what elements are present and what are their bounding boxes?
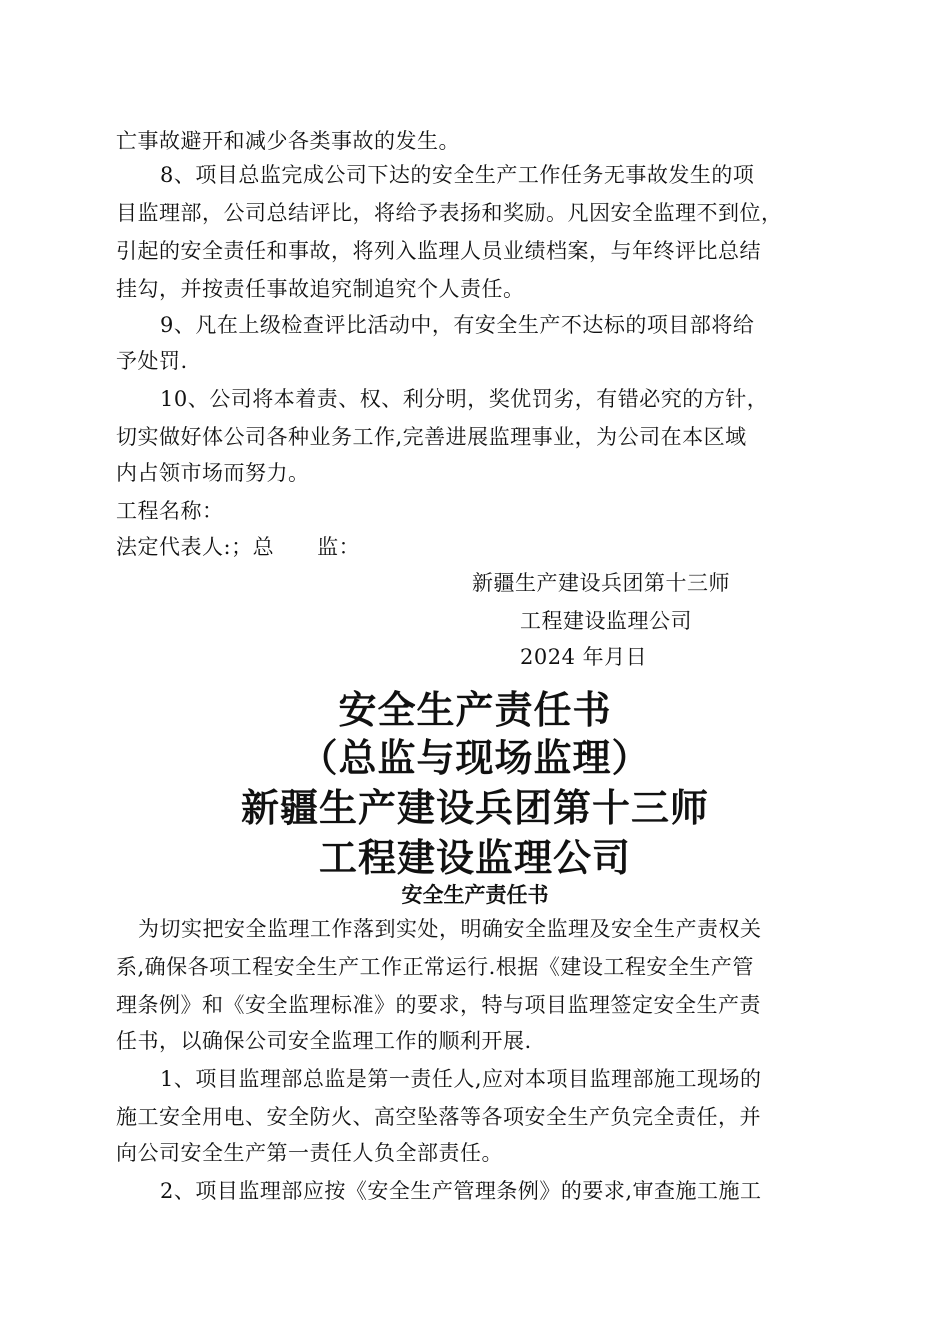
paragraph-line: 切实做好体公司各种业务工作,完善进展监理事业，为公司在本区域 [116,425,747,449]
document-subtitle: 安全生产责任书 [401,883,549,907]
representative-label: 法定代表人:；总 监： [116,535,361,559]
paragraph-line: 2、项目监理部应按《安全生产管理条例》的要求,审查施工施工 [160,1179,762,1203]
paragraph-line: 内占领市场而努力。 [116,461,310,485]
paragraph-line: 任书，以确保公司安全监理工作的顺利开展. [116,1029,532,1053]
paragraph-line: 8、项目总监完成公司下达的安全生产工作任务无事故发生的项 [160,163,755,187]
document-title-org-line2: 工程建设监理公司 [318,836,631,880]
paragraph-line: 目监理部，公司总结评比，将给予表扬和奖励。凡因安全监理不到位， [116,201,783,225]
paragraph-line: 施工安全用电、安全防火、高空坠落等各项安全生产负完全责任，并 [116,1105,761,1129]
paragraph-line: 理条例》和《安全监理标准》的要求，特与项目监理签定安全生产责 [116,993,761,1017]
paragraph-line: 引起的安全责任和事故，将列入监理人员业绩档案，与年终评比总结 [116,239,761,263]
paragraph-line: 予处罚. [116,349,188,373]
signature-org-line2: 工程建设监理公司 [520,609,692,633]
document-title: 安全生产责任书 [338,688,612,732]
document-title-org-line1: 新疆生产建设兵团第十三师 [240,786,709,830]
signature-date: 2024 年月日 [520,645,648,669]
paragraph-line: 系,确保各项工程安全生产工作正常运行.根据《建设工程安全生产管 [116,955,754,979]
paragraph-line: 9、凡在上级检查评比活动中，有安全生产不达标的项目部将给 [160,313,755,337]
signature-org-line1: 新疆生产建设兵团第十三师 [472,571,730,595]
paragraph-line: 为切实把安全监理工作落到实处，明确安全监理及安全生产责权关 [138,917,762,941]
project-name-label: 工程名称： [116,499,224,523]
document-title-parenthetical: （总监与现场监理） [299,736,651,780]
paragraph-line: 挂勾，并按责任事故追究制追究个人责任。 [116,277,525,301]
paragraph-line: 1、项目监理部总监是第一责任人,应对本项目监理部施工现场的 [160,1067,762,1091]
paragraph-line: 向公司安全生产第一责任人负全部责任。 [116,1141,503,1165]
paragraph-line: 10、公司将本着责、权、利分明，奖优罚劣，有错必究的方针， [160,387,769,411]
paragraph-line: 亡事故避开和减少各类事故的发生。 [116,129,460,153]
